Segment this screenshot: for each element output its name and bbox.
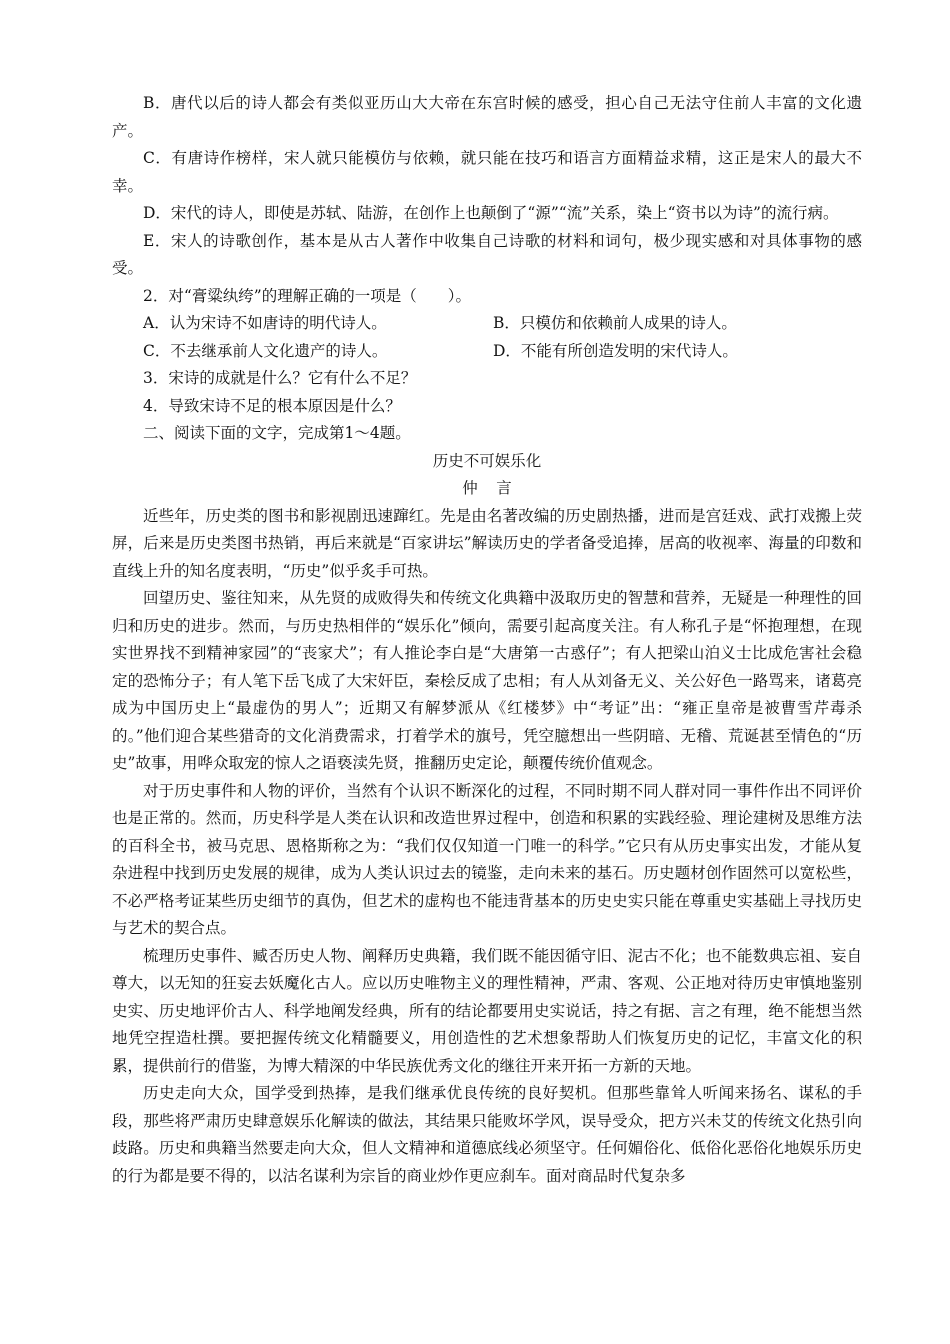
q2-stem: 2．对“膏粱纨绔”的理解正确的一项是（ ）。 [143, 286, 471, 305]
q2-option-a: A．认为宋诗不如唐诗的明代诗人。 [143, 314, 387, 332]
article-paragraph-1: 近些年，历史类的图书和影视剧迅速蹿红。先是由名著改编的历史剧热播，进而是宫廷戏、武打戏搬上荧屏，后来是历史类图书热销，再后来就是“百家讲坛”解读历史的学者备受追捧，居高的收视率、海量的印数和直线上升的知名度表明，“历史”似乎炙手可热。 [112, 506, 862, 580]
q2-option-c: C．不去继承前人文化遗产的诗人。 [143, 341, 388, 360]
article-paragraph-3: 对于历史事件和人物的评价，当然有个认识不断深化的过程，不同时期不同人群对同一事件作出不同评价也是正常的。然而，历史科学是人类在认识和改造世界过程中，创造和积累的实践经验、理论建树及思维方法的百科全书，被马克思、恩格斯称之为：“我们仅仅知道一门唯一的科学。”它只有从历史事实出发，才能从复杂进程中找到历史发展的规律，成为人类认识过去的镜鉴，走向未来的基石。历史题材创作固然可以宽松些，不必严格考证某些历史细节的真伪，但艺术的虚构也不能违背基本的历史史实只能在尊重史实基础上寻找历史与艺术的契合点。 [112, 781, 862, 937]
q2-options-row-2 [112, 338, 862, 366]
article-paragraph-4: 梳理历史事件、臧否历史人物、阐释历史典籍，我们既不能因循守旧、泥古不化；也不能数典忘祖、妄自尊大，以无知的狂妄去妖魔化古人。应以历史唯物主义的理性精神，严肃、客观、公正地对待历史审慎地鉴别史实、历史地评价古人、科学地阐发经典，所有的结论都要用史实说话，持之有据、言之有理，绝不能想当然地凭空捏造杜撰。要把握传统文化精髓要义，用创造性的艺术想象帮助人们恢复历史的记忆，丰富文化的积累，提供前行的借鉴，为博大精深的中华民族优秀文化的继往开来开拓一方新的天地。 [112, 946, 862, 1075]
article-paragraph-5: 历史走向大众，国学受到热捧，是我们继承优良传统的良好契机。但那些靠耸人听闻来扬名、谋私的手段，那些将严肃历史肆意娱乐化解读的做法，其结果只能败坏学风，误导受众，把方兴未艾的传统文化热引向歧路。历史和典籍当然要走向大众，但人文精神和道德底线必须坚守。任何媚俗化、低俗化恶俗化地娱乐历史的行为都是要不得的，以沽名谋利为宗旨的商业炒作更应刹车。面对商品时代复杂多 [112, 1084, 862, 1185]
question-4: 4．导致宋诗不足的根本原因是什么？ [143, 396, 401, 415]
article-author-name: 仲言 [462, 479, 531, 497]
document-content [112, 90, 862, 1190]
article-title: 历史不可娱乐化 [432, 451, 542, 470]
question-3: 3．宋诗的成就是什么？它有什么不足？ [143, 369, 417, 387]
section-2-heading: 二、阅读下面的文字，完成第1～4题。 [143, 424, 411, 442]
q1-option-c: C．有唐诗作榜样，宋人就只能模仿与依赖，就只能在技巧和语言方面精益求精，这正是宋人的最大不幸。 [112, 149, 862, 195]
q1-option-d: D．宋代的诗人，即使是苏轼、陆游，在创作上也颠倒了“源”“流”关系，染上“资书以为诗”的流行病。 [143, 204, 839, 222]
q2-option-d: D．不能有所创造发明的宋代诗人。 [493, 341, 738, 360]
article-paragraph-2: 回望历史、鉴往知来，从先贤的成败得失和传统文化典籍中汲取历史的智慧和营养，无疑是一种理性的回归和历史的进步。然而，与历史热相伴的“娱乐化”倾向，需要引起高度关注。有人称孔子是“怀抱理想，在现实世界找不到精神家园”的“丧家犬”；有人推论李白是“大唐第一古惑仔”；有人把梁山泊义士比成危害社会稳定的恐怖分子；有人笔下岳飞成了大宋奸臣，秦桧反成了忠相；有人从刘备无义、关公好色一路骂来，诸葛亮成为中国历史上“最虚伪的男人”；近期又有解梦派从《红楼梦》中“考证”出：“雍正皇帝是被曹雪芹毒杀的。”他们迎合某些猎奇的文化消费需求，打着学术的旗号，凭空臆想出一些阴暗、无稽、荒诞甚至情色的“历史”故事，用哗众取宠的惊人之语亵渎先贤，推翻历史定论，颠覆传统价值观念。 [112, 589, 862, 772]
q2-option-b: B．只模仿和依赖前人成果的诗人。 [493, 314, 737, 332]
q1-option-b: B．唐代以后的诗人都会有类似亚历山大大帝在东宫时候的感受，担心自己无法守住前人丰富的文化遗产。 [112, 94, 862, 140]
q1-option-e: E．宋人的诗歌创作，基本是从古人著作中收集自己诗歌的材料和词句，极少现实感和对具体事物的感受。 [112, 231, 862, 277]
q2-options-row-1 [112, 310, 862, 338]
article-author [112, 475, 862, 503]
